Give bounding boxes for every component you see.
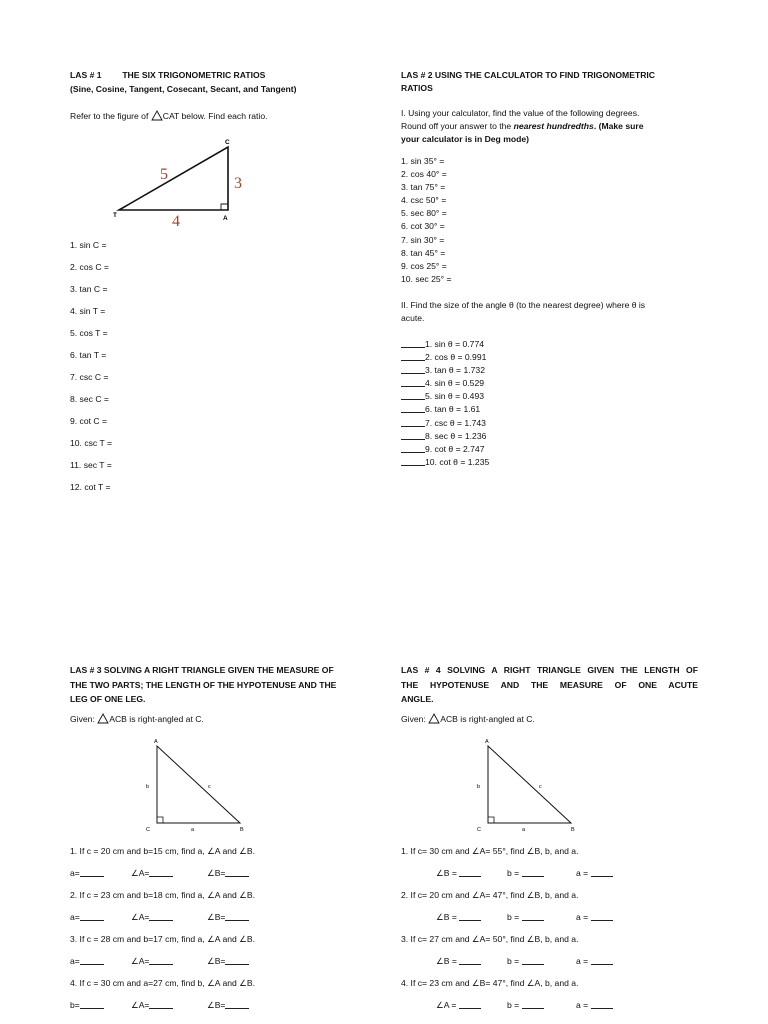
answer-label-text: ∠B= xyxy=(207,868,226,878)
las2-p1-l2a: Round off your answer to the xyxy=(401,121,514,132)
answer-label-text: b = xyxy=(507,956,520,966)
las3-question: 1. If c = 20 cm and b=15 cm, find a, ∠A and ∠B. xyxy=(70,846,255,856)
las2-item2 xyxy=(401,417,489,430)
right-angle-mark xyxy=(488,817,494,823)
las4-answer-row xyxy=(401,868,589,890)
answer-label-text: ∠B = xyxy=(436,912,457,922)
las2-p1-line2 xyxy=(401,120,644,133)
las2-item2 xyxy=(401,364,489,377)
las4-title-line3: ANGLE. xyxy=(401,694,434,705)
las2-title-line2: RATIOS xyxy=(401,83,433,94)
las2-item2 xyxy=(401,443,489,456)
las3-given xyxy=(70,713,204,725)
las2-item2 xyxy=(401,351,489,364)
answer-blank[interactable] xyxy=(459,912,481,921)
las4-given-label: Given: xyxy=(401,714,426,724)
las3-question: 2. If c = 23 cm and b=18 cm, find a, ∠A and ∠B. xyxy=(70,890,255,900)
las4-question: 2. If c= 20 cm and ∠A= 47°, find ∠B, b, and a. xyxy=(401,890,579,900)
answer-blank[interactable] xyxy=(401,404,425,413)
answer-label xyxy=(70,868,104,879)
answer-blank[interactable] xyxy=(522,868,544,877)
answer-label xyxy=(131,956,173,967)
las2-title xyxy=(401,69,655,95)
answer-label xyxy=(436,868,481,879)
side-ct-label: 5 xyxy=(160,166,168,183)
answer-label-text: b = xyxy=(507,912,520,922)
answer-label xyxy=(70,956,104,967)
las2-item2-text: 9. cot θ = 2.747 xyxy=(425,443,485,454)
answer-blank[interactable] xyxy=(591,912,613,921)
answer-label-text: a= xyxy=(70,912,80,922)
answer-label xyxy=(207,912,249,923)
answer-label-text: a= xyxy=(70,868,80,878)
answer-blank[interactable] xyxy=(591,1000,613,1009)
answer-blank[interactable] xyxy=(225,868,249,877)
las1-instr-before: Refer to the figure of xyxy=(70,111,149,121)
answer-label xyxy=(507,956,544,967)
answer-label xyxy=(207,868,249,879)
las4-given xyxy=(401,713,535,725)
las2-item: 10. sec 25° = xyxy=(401,273,452,284)
vertex-b: B xyxy=(571,827,575,833)
vertex-c: C xyxy=(477,827,481,833)
las2-p2-line2: acute. xyxy=(401,313,425,324)
las2-p1-l2c: . (Make sure xyxy=(593,121,644,132)
answer-blank[interactable] xyxy=(225,912,249,921)
side-b-label: b xyxy=(146,784,150,790)
las2-item2-text: 8. sec θ = 1.236 xyxy=(425,430,487,441)
answer-blank[interactable] xyxy=(459,868,481,877)
las2-item2 xyxy=(401,390,489,403)
answer-blank[interactable] xyxy=(149,956,173,965)
las1-item: 10. csc T = xyxy=(70,438,112,448)
answer-label-text: a = xyxy=(576,912,589,922)
las1-subtitle: (Sine, Cosine, Tangent, Cosecant, Secant, and Tangent) xyxy=(70,84,297,94)
las3-question: 3. If c = 28 cm and b=17 cm, find a, ∠A and ∠B. xyxy=(70,934,255,944)
las2-item2 xyxy=(401,430,489,443)
vertex-c: C xyxy=(225,139,230,146)
las1-items xyxy=(70,240,112,504)
answer-label-text: ∠A= xyxy=(131,912,150,922)
vertex-t: T xyxy=(113,212,117,219)
answer-label xyxy=(131,868,173,879)
las4-problems xyxy=(401,846,589,1022)
las2-item2-text: 4. sin θ = 0.529 xyxy=(425,378,485,389)
vertex-c: C xyxy=(146,827,150,833)
answer-label-text: ∠A= xyxy=(131,1000,150,1010)
las1-item: 8. sec C = xyxy=(70,394,109,404)
side-a-label: a xyxy=(522,827,526,833)
las4-given-text: ACB is right-angled at C. xyxy=(440,714,535,724)
side-c-label: c xyxy=(539,784,542,790)
las4-title xyxy=(401,663,698,707)
las2-item2 xyxy=(401,338,489,351)
las4-title-line2: THE HYPOTENUSE AND THE MEASURE OF ONE ACUTE xyxy=(401,679,698,690)
las2-item2-text: 1. sin θ = 0.774 xyxy=(425,339,485,349)
las1-title xyxy=(70,70,265,81)
las2-item: 4. csc 50° = xyxy=(401,195,447,206)
answer-blank[interactable] xyxy=(80,912,104,921)
las2-title-line1: LAS # 2 USING THE CALCULATOR TO FIND TRIGONOMETRIC xyxy=(401,70,655,80)
answer-blank[interactable] xyxy=(401,431,425,440)
triangle-symbol-icon xyxy=(97,713,109,724)
las3-title-line2: THE TWO PARTS; THE LENGTH OF THE HYPOTENUSE AND THE xyxy=(70,679,337,690)
answer-blank[interactable] xyxy=(591,868,613,877)
las4-question: 4. If c= 23 cm and ∠B= 47°, find ∠A, b, and a. xyxy=(401,978,579,988)
las2-item2-text: 10. cot θ = 1.235 xyxy=(425,456,490,467)
answer-label xyxy=(576,912,613,923)
right-angle-mark xyxy=(157,817,163,823)
answer-label xyxy=(507,868,544,879)
las1-instruction xyxy=(70,110,268,122)
las2-item: 1. sin 35° = xyxy=(401,156,445,166)
las4-answer-row xyxy=(401,956,589,978)
las2-item2 xyxy=(401,456,489,469)
answer-label xyxy=(436,956,481,967)
triangle-symbol-icon xyxy=(151,110,163,121)
las4-answer-row xyxy=(401,1000,589,1022)
answer-blank[interactable] xyxy=(522,956,544,965)
las3-given-label: Given: xyxy=(70,714,95,724)
answer-label-text: ∠A = xyxy=(436,1000,457,1010)
side-b-label: b xyxy=(477,784,481,790)
side-c-label: c xyxy=(208,784,211,790)
answer-label-text: ∠B= xyxy=(207,956,226,966)
answer-blank[interactable] xyxy=(401,457,425,466)
las1-title-num: LAS # 1 xyxy=(70,70,102,80)
answer-label xyxy=(507,912,544,923)
answer-label-text: b= xyxy=(70,1000,80,1010)
answer-blank[interactable] xyxy=(522,912,544,921)
las1-item: 3. tan C = xyxy=(70,284,108,294)
las2-item: 2. cos 40° = xyxy=(401,169,447,180)
answer-blank[interactable] xyxy=(149,1000,173,1009)
answer-label xyxy=(436,912,481,923)
triangle-cat-shape xyxy=(119,147,228,210)
side-ta-label: 4 xyxy=(172,213,180,230)
answer-label-text: b = xyxy=(507,1000,520,1010)
las3-given-text: ACB is right-angled at C. xyxy=(109,714,204,724)
answer-blank[interactable] xyxy=(401,365,425,374)
las3-answer-row xyxy=(70,1000,255,1022)
las3-title-line1: LAS # 3 SOLVING A RIGHT TRIANGLE GIVEN THE MEASURE OF xyxy=(70,665,334,675)
vertex-a: A xyxy=(485,739,489,745)
las1-item: 2. cos C = xyxy=(70,262,109,272)
las1-item: 1. sin C = xyxy=(70,240,107,250)
vertex-b: B xyxy=(240,827,244,833)
answer-blank[interactable] xyxy=(225,1000,249,1009)
las1-item: 7. csc C = xyxy=(70,372,109,382)
answer-label-text: b = xyxy=(507,868,520,878)
answer-label-text: a = xyxy=(576,956,589,966)
vertex-a: A xyxy=(223,215,228,222)
las2-item2-text: 7. csc θ = 1.743 xyxy=(425,417,486,428)
answer-label xyxy=(131,1000,173,1011)
las4-question: 1. If c= 30 cm and ∠A= 55°, find ∠B, b, and a. xyxy=(401,846,579,856)
answer-label-text: a = xyxy=(576,1000,589,1010)
right-angle-mark xyxy=(221,204,228,210)
las3-title-line3: LEG OF ONE LEG. xyxy=(70,694,146,705)
las3-answer-row xyxy=(70,912,255,934)
las2-part2-instruction xyxy=(401,299,645,325)
answer-blank[interactable] xyxy=(401,418,425,427)
las2-part2-items xyxy=(401,338,489,469)
las2-item: 7. sin 30° = xyxy=(401,234,445,245)
answer-label xyxy=(70,912,104,923)
triangle-acb-shape xyxy=(488,746,571,823)
answer-label-text: a = xyxy=(576,868,589,878)
answer-label xyxy=(507,1000,544,1011)
answer-blank[interactable] xyxy=(401,444,425,453)
las2-item2 xyxy=(401,377,489,390)
answer-blank[interactable] xyxy=(401,352,425,361)
answer-blank[interactable] xyxy=(80,1000,104,1009)
las1-item: 11. sec T = xyxy=(70,460,112,470)
answer-label xyxy=(70,1000,104,1011)
las4-title-line1: LAS # 4 SOLVING A RIGHT TRIANGLE GIVEN THE LENGTH OF xyxy=(401,665,698,675)
answer-blank[interactable] xyxy=(522,1000,544,1009)
answer-blank[interactable] xyxy=(225,956,249,965)
answer-blank[interactable] xyxy=(459,1000,481,1009)
las4-question: 3. If c= 27 cm and ∠A= 50°, find ∠B, b, and a. xyxy=(401,934,579,944)
answer-blank[interactable] xyxy=(80,956,104,965)
answer-blank[interactable] xyxy=(149,868,173,877)
answer-blank[interactable] xyxy=(591,956,613,965)
las1-instr-after: CAT below. Find each ratio. xyxy=(162,111,268,121)
las3-question: 4. If c = 30 cm and a=27 cm, find b, ∠A and ∠B. xyxy=(70,978,255,988)
las2-item: 3. tan 75° = xyxy=(401,182,446,193)
side-ca-label: 3 xyxy=(234,175,242,192)
las2-p2-line1: II. Find the size of the angle θ (to the nearest degree) where θ is xyxy=(401,300,646,310)
answer-label xyxy=(131,912,173,923)
las2-item2-text: 5. sin θ = 0.493 xyxy=(425,391,485,402)
las3-problems xyxy=(70,846,255,1022)
triangle-cat-figure xyxy=(108,136,248,232)
answer-label xyxy=(576,1000,613,1011)
las1-title-text: THE SIX TRIGONOMETRIC RATIOS xyxy=(122,70,266,80)
answer-blank[interactable] xyxy=(401,391,425,400)
triangle-acb-figure xyxy=(140,735,255,835)
las2-p1-line3: your calculator is in Deg mode) xyxy=(401,134,529,145)
answer-blank[interactable] xyxy=(401,339,425,348)
answer-label-text: ∠B= xyxy=(207,912,226,922)
las1-item: 4. sin T = xyxy=(70,306,106,316)
las2-item: 6. cot 30° = xyxy=(401,221,445,232)
las3-answer-row xyxy=(70,868,255,890)
las1-item: 12. cot T = xyxy=(70,482,111,492)
answer-label-text: ∠A= xyxy=(131,868,150,878)
las1-item: 5. cos T = xyxy=(70,328,108,338)
answer-blank[interactable] xyxy=(401,378,425,387)
las3-answer-row xyxy=(70,956,255,978)
las2-item: 5. sec 80° = xyxy=(401,208,447,219)
las2-part1-items xyxy=(401,155,452,286)
las2-p1-l2b: nearest hundredths xyxy=(513,121,594,132)
answer-label-text: ∠B = xyxy=(436,956,457,966)
answer-label-text: ∠B = xyxy=(436,868,457,878)
las3-title xyxy=(70,663,336,707)
las2-p1-line1: I. Using your calculator, find the value of the following degrees. xyxy=(401,108,640,118)
las2-item: 9. cos 25° = xyxy=(401,260,447,271)
answer-label xyxy=(576,868,613,879)
las2-item2-text: 2. cos θ = 0.991 xyxy=(425,352,487,363)
las2-part1-instruction xyxy=(401,107,644,147)
answer-label-text: a= xyxy=(70,956,80,966)
answer-label xyxy=(436,1000,481,1011)
answer-label-text: ∠B= xyxy=(207,1000,226,1010)
las4-answer-row xyxy=(401,912,589,934)
las2-item2-text: 6. tan θ = 1.61 xyxy=(425,404,481,415)
vertex-a: A xyxy=(154,739,158,745)
side-a-label: a xyxy=(191,827,195,833)
las2-item2-text: 3. tan θ = 1.732 xyxy=(425,365,485,376)
answer-label xyxy=(207,1000,249,1011)
answer-blank[interactable] xyxy=(459,956,481,965)
triangle-symbol-icon xyxy=(428,713,440,724)
answer-blank[interactable] xyxy=(80,868,104,877)
answer-label xyxy=(576,956,613,967)
answer-label-text: ∠A= xyxy=(131,956,150,966)
answer-blank[interactable] xyxy=(149,912,173,921)
triangle-acb-shape xyxy=(157,746,240,823)
las1-item: 9. cot C = xyxy=(70,416,108,426)
triangle-acb-figure xyxy=(471,735,586,835)
las1-item: 6. tan T = xyxy=(70,350,107,360)
las2-item2 xyxy=(401,403,489,416)
las2-item: 8. tan 45° = xyxy=(401,247,446,258)
answer-label xyxy=(207,956,249,967)
